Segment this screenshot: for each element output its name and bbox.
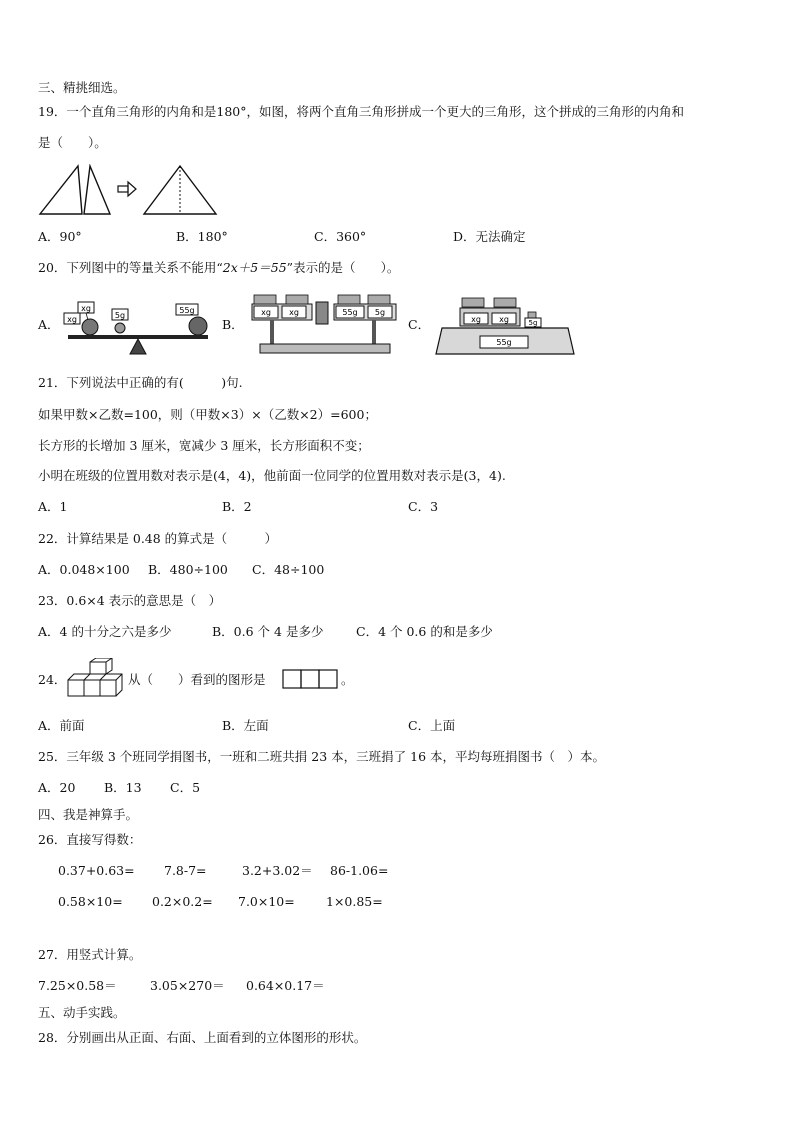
- q19-option-b[interactable]: B．180°: [176, 229, 228, 244]
- q27-item: 3.05×270＝: [150, 978, 225, 993]
- section-3-heading: 三、精挑细选。: [38, 80, 126, 95]
- q26-stem: 26．直接写得数：: [38, 832, 142, 847]
- q24-option-c[interactable]: C．上面: [408, 718, 456, 733]
- q23-option-a[interactable]: A．4 的十分之六是多少: [38, 624, 172, 639]
- weight-label: xg: [471, 315, 481, 324]
- q19-option-a[interactable]: A．90°: [38, 229, 82, 244]
- section-4-heading: 四、我是神算手。: [38, 807, 139, 822]
- q22-option-b[interactable]: B．480÷100: [148, 562, 228, 577]
- q19-stem-line2: 是（ ）。: [38, 135, 107, 150]
- q26-item: 7.0×10=: [238, 894, 295, 909]
- q20-stem: [38, 260, 399, 276]
- fruit-icon: [82, 319, 98, 335]
- q21-option-b[interactable]: B．2: [222, 499, 252, 514]
- q22-option-a[interactable]: A．0.048×100: [38, 562, 130, 577]
- q23-stem: 23．0.6×4 表示的意思是（ ）: [38, 593, 222, 608]
- q21-statement-2: 长方形的长增加 3 厘米，宽减少 3 厘米，长方形面积不变；: [38, 438, 370, 453]
- weight-label: xg: [289, 308, 299, 317]
- q26-item: 0.2×0.2=: [152, 894, 213, 909]
- balance-base: [260, 344, 390, 353]
- weight-label: xg: [261, 308, 271, 317]
- q19-stem-line1: 19．一个直角三角形的内角和是180°，如图，将两个直角三角形拼成一个更大的三角形，这个拼成的三角形的内角和: [38, 104, 685, 119]
- q20-option-b-label[interactable]: B．: [222, 317, 244, 332]
- q22-stem: 22．计算结果是 0.48 的算式是（ ）: [38, 531, 278, 546]
- q26-item: 86-1.06=: [330, 863, 389, 878]
- q20-stem-after: ”表示的是（ ）。: [286, 260, 400, 275]
- q27-item: 7.25×0.58＝: [38, 978, 117, 993]
- q26-item: 0.37+0.63=: [58, 863, 135, 878]
- q20-figure-b-balance: [240, 290, 408, 358]
- q25-option-b[interactable]: B．13: [104, 780, 142, 795]
- seesaw-fulcrum: [130, 339, 146, 354]
- q24-option-a[interactable]: A．前面: [38, 718, 85, 733]
- q24-stem-end: 。: [341, 672, 354, 687]
- balance-pillar: [316, 302, 328, 324]
- q24-number: 24．: [38, 672, 67, 687]
- q26-item: 3.2+3.02＝: [242, 863, 313, 878]
- weight-label: 5g: [528, 319, 538, 327]
- q24-answer-shape: [282, 669, 340, 689]
- q20-figure-c-scale: [434, 292, 576, 356]
- q19-triangles-figure: [38, 164, 218, 216]
- right-triangle-left: [40, 166, 82, 214]
- weight-label: xg: [81, 304, 91, 313]
- fruit-icon: [115, 323, 125, 333]
- q26-item: 0.58×10=: [58, 894, 123, 909]
- q24-stem-middle: 从（ ）看到的图形是: [128, 672, 266, 687]
- q20-figure-a-seesaw: [58, 294, 218, 358]
- q21-statement-3: 小明在班级的位置用数对表示是(4，4)，他前面一位同学的位置用数对表示是(3，4).: [38, 468, 506, 483]
- weight-label: 5g: [114, 311, 126, 320]
- q27-stem: 27．用竖式计算。: [38, 947, 142, 962]
- q20-stem-before: 20．下列图中的等量关系不能用“: [38, 260, 223, 275]
- weight-label: 55g: [342, 308, 358, 317]
- q23-option-c[interactable]: C．4 个 0.6 的和是多少: [356, 624, 493, 639]
- q27-item: 0.64×0.17＝: [246, 978, 325, 993]
- weight-label: 5g: [374, 308, 386, 317]
- fruit-icon: [189, 317, 207, 335]
- q25-stem: 25．三年级 3 个班同学捐图书，一班和二班共捐 23 本，三班捐了 16 本，平均每班捐图书（ ）本。: [38, 749, 606, 764]
- q26-item: 7.8-7=: [164, 863, 207, 878]
- q19-option-c[interactable]: C．360°: [314, 229, 367, 244]
- weight-label: 55g: [179, 306, 195, 315]
- q20-option-c-label[interactable]: C．: [408, 317, 431, 332]
- right-triangle-right: [84, 166, 110, 214]
- weight-label: xg: [67, 315, 77, 324]
- q21-option-a[interactable]: A．1: [38, 499, 68, 514]
- section-5-heading: 五、动手实践。: [38, 1005, 126, 1020]
- q24-cube-stack: [66, 658, 128, 700]
- q25-option-c[interactable]: C．5: [170, 780, 201, 795]
- q21-statement-1: 如果甲数×乙数=100，则（甲数×3）×（乙数×2）=600；: [38, 407, 377, 422]
- q22-option-c[interactable]: C．48÷100: [252, 562, 325, 577]
- q19-option-d[interactable]: D．无法确定: [453, 229, 526, 244]
- q26-item: 1×0.85=: [326, 894, 383, 909]
- q24-option-b[interactable]: B．左面: [222, 718, 269, 733]
- q21-option-c[interactable]: C．3: [408, 499, 439, 514]
- q20-equation: 2x＋5＝55: [222, 260, 287, 275]
- q20-option-a-label[interactable]: A．: [38, 317, 60, 332]
- q28-stem: 28．分别画出从正面、右面、上面看到的立体图形的形状。: [38, 1030, 367, 1045]
- weight-label: xg: [499, 315, 509, 324]
- scale-reading: 55g: [496, 338, 512, 347]
- q25-option-a[interactable]: A．20: [38, 780, 76, 795]
- arrow-icon: [118, 182, 136, 196]
- q23-option-b[interactable]: B．0.6 个 4 是多少: [212, 624, 324, 639]
- q21-stem: 21．下列说法中正确的有( )句.: [38, 375, 243, 390]
